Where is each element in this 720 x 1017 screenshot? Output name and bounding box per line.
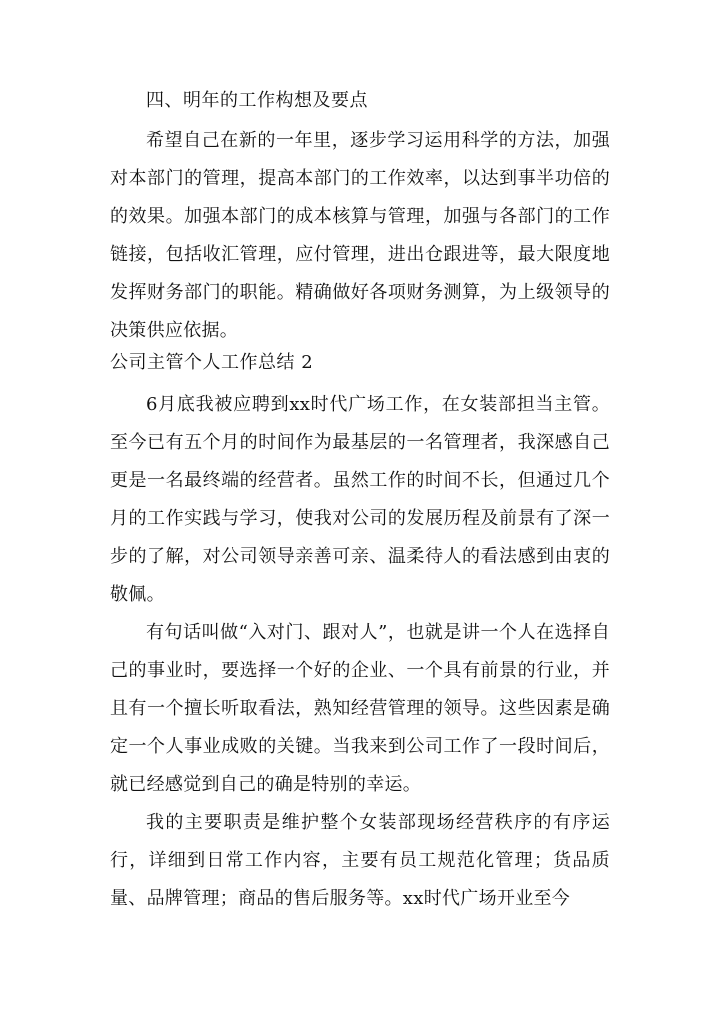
document-body (110, 88, 610, 918)
section-heading: 四、明年的工作构想及要点 (146, 90, 368, 111)
document-subtitle: 公司主管个人工作总结 2 (110, 352, 314, 373)
paragraph: 有句话叫做“入对门、跟对人”，也就是讲一个人在选择自己的事业时，要选择一个好的企业、一个具有前景的行业，并且有一个擅长听取看法，熟知经营管理的领导。这些因素是确定一个人事业成败的关键。当我来到公司工作了一段时间后，就已经感觉到自己的确是特别的幸运。 (110, 622, 610, 795)
paragraph: 希望自己在新的一年里，逐步学习运用科学的方法，加强对本部门的管理，提高本部门的工作效率，以达到事半功倍的的效果。加强本部门的成本核算与管理，加强与各部门的工作链接，包括收汇管理，应付管理，进出仓跟进等，最大限度地发挥财务部门的职能。精确做好各项财务测算，为上级领导的决策供应依据。 (110, 130, 610, 341)
paragraph: 6月底我被应聘到xx时代广场工作，在女装部担当主管。至今已有五个月的时间作为最基层的一名管理者，我深感自己更是一名最终端的经营者。虽然工作的时间不长，但通过几个月的工作实践与学习，使我对公司的发展历程及前景有了深一步的了解，对公司领导亲善可亲、温柔待人的看法感到由衷的敬佩。 (110, 394, 610, 605)
paragraph: 我的主要职责是维护整个女装部现场经营秩序的有序运行，详细到日常工作内容，主要有员工规范化管理；货品质量、品牌管理；商品的售后服务等。xx时代广场开业至今 (110, 812, 610, 909)
